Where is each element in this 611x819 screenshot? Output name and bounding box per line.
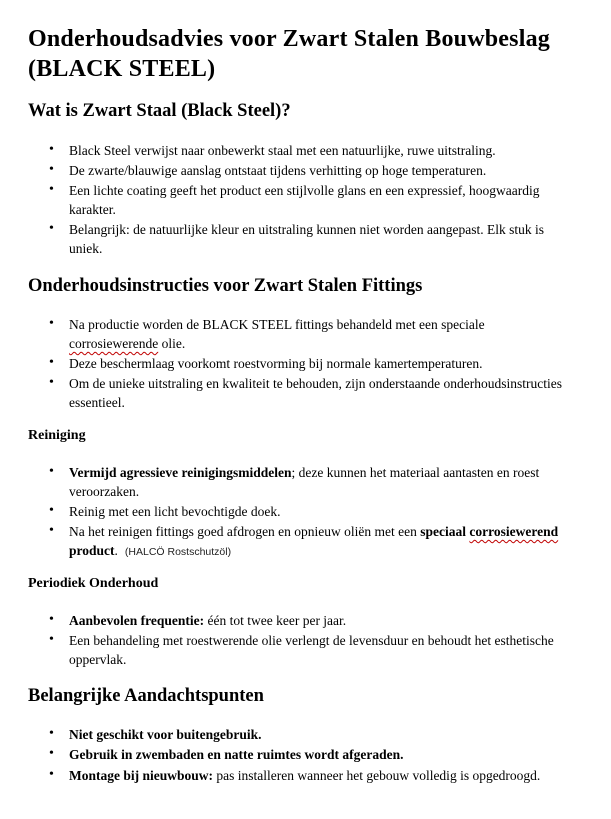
bullet-list xyxy=(28,611,575,669)
text-run: pas installeren wanneer het gebouw volledig is opgedroogd. xyxy=(213,767,541,783)
bullet-item xyxy=(47,766,575,785)
bullet-item xyxy=(47,611,575,630)
section-heading: Wat is Zwart Staal (Black Steel)? xyxy=(28,101,291,122)
text-run: één tot twee keer per jaar. xyxy=(204,612,347,628)
bullet-item xyxy=(47,631,575,669)
text-run: (HALCÖ Rostschutzöl) xyxy=(124,546,232,559)
text-run: Black Steel verwijst naar onbewerkt staal met een natuurlijke, ruwe uitstraling. xyxy=(69,142,496,158)
bullet-list xyxy=(28,463,575,561)
text-run: corrosiewerend xyxy=(469,524,559,540)
bullet-list xyxy=(28,141,575,259)
bullet-item xyxy=(47,725,575,744)
text-run: Belangrijk: de natuurlijke kleur en uitstraling kunnen niet worden aangepast. Elk stuk is uniek. xyxy=(69,222,545,257)
bullet-item xyxy=(47,374,575,412)
text-run: corrosiewerende xyxy=(69,335,159,351)
text-run: Aanbevolen frequentie: xyxy=(69,612,205,628)
text-run: product xyxy=(69,543,115,559)
text-run: Deze beschermlaag voorkomt roestvorming bij normale kamertemperaturen. xyxy=(69,355,483,371)
bullet-list xyxy=(28,315,575,413)
text-run: Na het reinigen fittings goed afdrogen en opnieuw oliën met een xyxy=(69,524,421,540)
bullet-item xyxy=(47,181,575,219)
text-run: Vermijd agressieve reinigingsmiddelen xyxy=(69,464,292,480)
bullet-item xyxy=(47,220,575,258)
text-run: Een lichte coating geeft het product een stijlvolle glans en een expressief, hoogwaardig karakter. xyxy=(69,182,540,218)
bullet-item xyxy=(47,745,575,764)
bullet-item xyxy=(47,522,575,560)
bullet-item xyxy=(47,502,575,521)
bullet-item xyxy=(47,315,575,353)
text-run: Reinig met een licht bevochtigde doek. xyxy=(69,503,281,519)
document-sections xyxy=(28,100,575,784)
text-run: ; deze kunnen het materiaal aantasten en roest veroorzaken. xyxy=(69,464,540,499)
text-run: Montage bij nieuwbouw: xyxy=(69,767,214,783)
text-run: speciaal xyxy=(420,524,470,540)
text-run: . xyxy=(114,543,118,559)
text-run: olie. xyxy=(158,335,186,351)
text-run: De zwarte/blauwige aanslag ontstaat tijdens verhitting op hoge temperaturen. xyxy=(69,162,487,178)
section-heading: Onderhoudsinstructies voor Zwart Stalen Fittings xyxy=(28,275,423,296)
bullet-item xyxy=(47,463,575,501)
bullet-item xyxy=(47,161,575,180)
document-title: Onderhoudsadvies voor Zwart Stalen Bouwbeslag (BLACK STEEL) xyxy=(28,26,550,83)
bullet-item xyxy=(47,141,575,160)
bullet-item xyxy=(47,354,575,373)
text-run: Om de unieke uitstraling en kwaliteit te behouden, zijn onderstaande onderhoudsinstructies essentieel. xyxy=(69,376,562,411)
text-run: Niet geschikt voor buitengebruik. xyxy=(69,727,262,743)
section-heading: Belangrijke Aandachtspunten xyxy=(28,686,264,707)
text-run: Na productie worden de BLACK STEEL fittings behandeld met een speciale xyxy=(69,316,485,332)
bullet-list xyxy=(28,725,575,784)
text-run: Gebruik in zwembaden en natte ruimtes wordt afgeraden. xyxy=(69,747,404,763)
section-heading: Reiniging xyxy=(28,428,86,444)
text-run: Een behandeling met roestwerende olie verlengt de levensduur en behoudt het esthetische oppervlak. xyxy=(69,632,554,667)
section-heading: Periodiek Onderhoud xyxy=(28,576,159,592)
